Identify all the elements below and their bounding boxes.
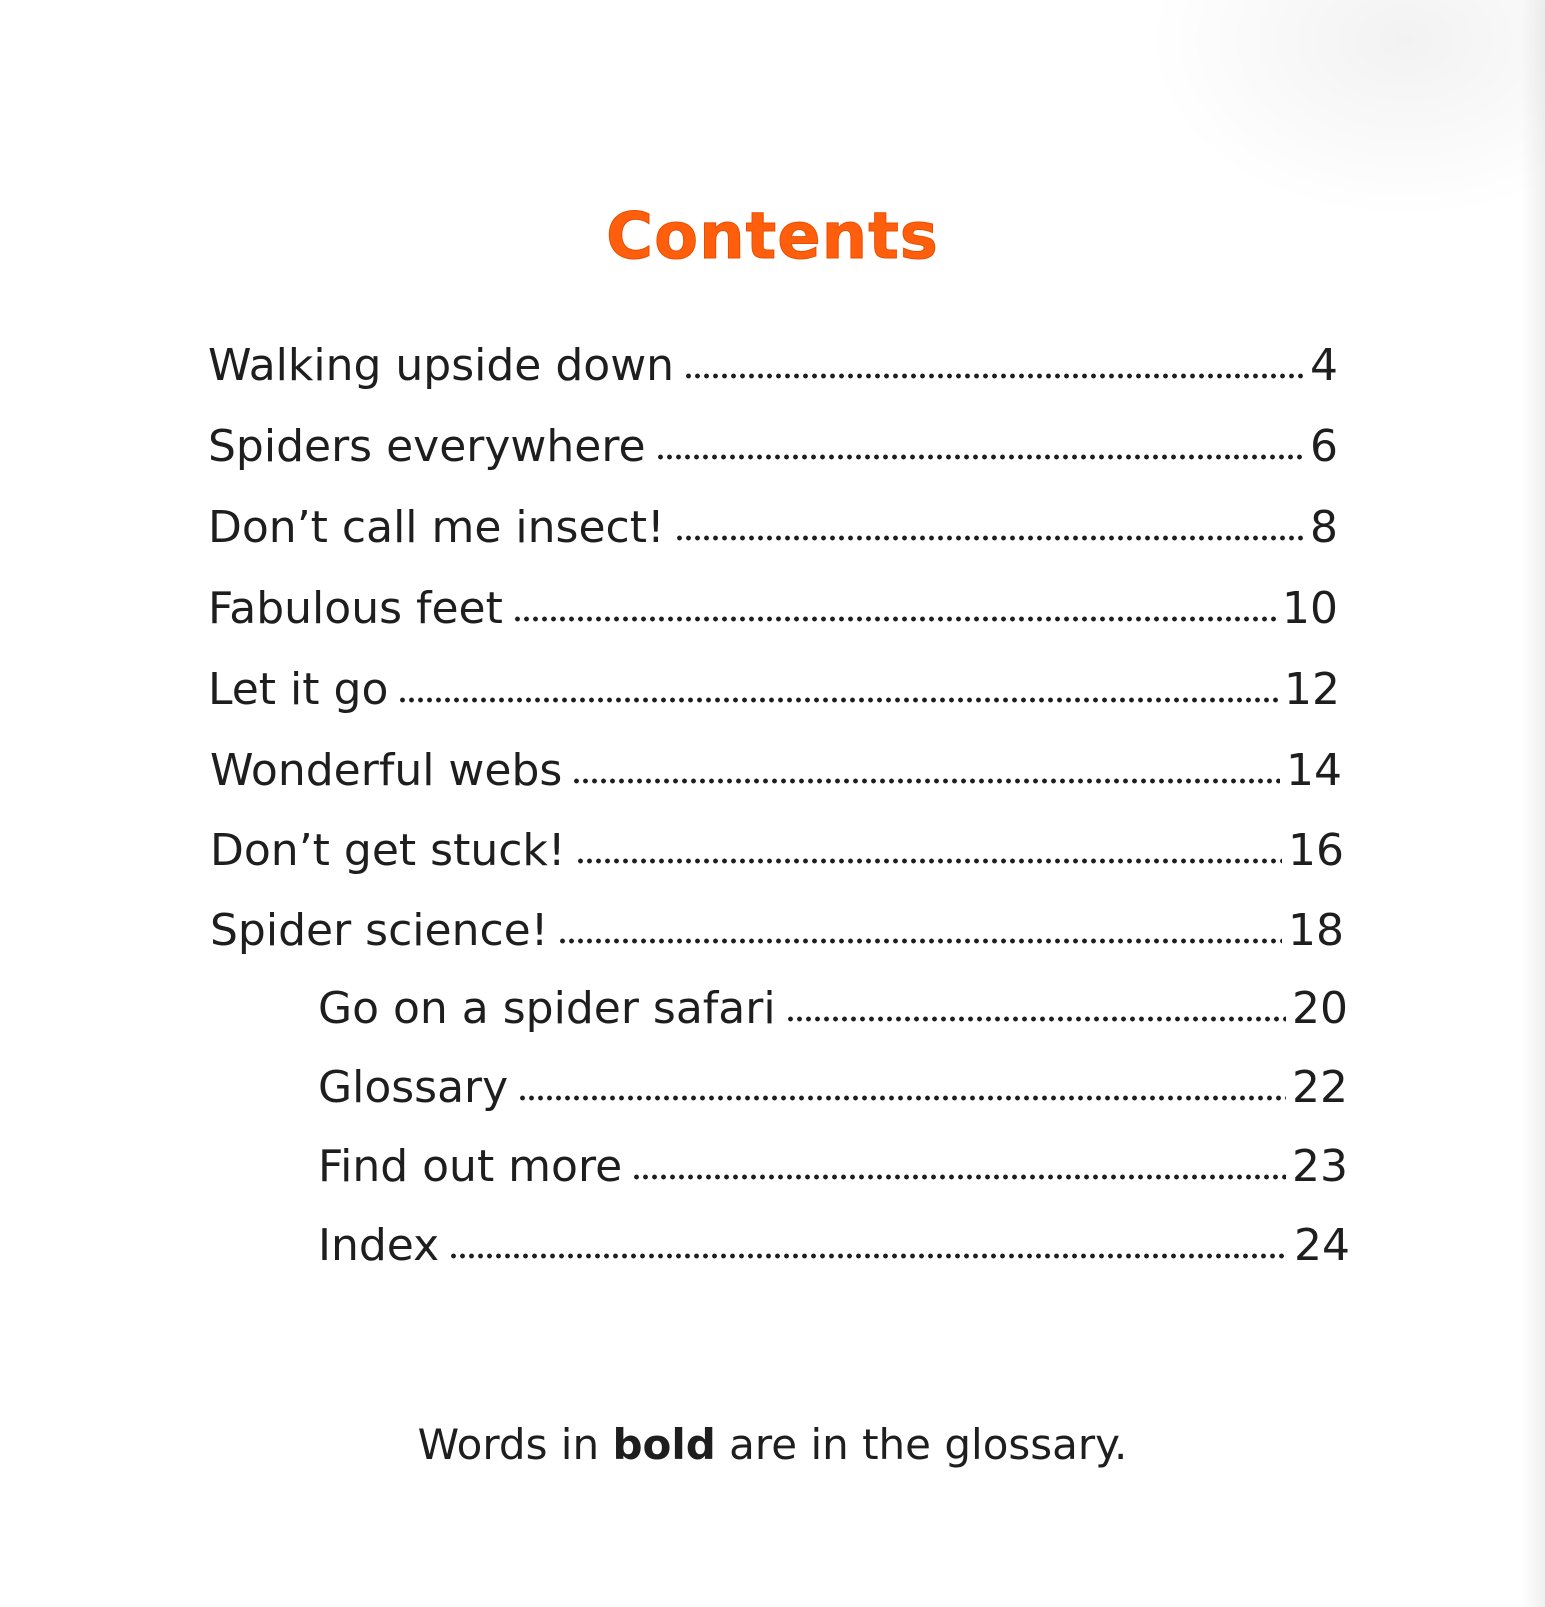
toc-entry[interactable] xyxy=(208,502,1338,553)
toc-entry-page: 6 xyxy=(1310,421,1338,472)
dot-leader xyxy=(675,532,1304,542)
dot-leader xyxy=(684,370,1304,380)
toc-entry[interactable] xyxy=(208,421,1338,472)
toc-entry[interactable] xyxy=(210,825,1344,876)
toc-entry-label: Fabulous feet xyxy=(208,583,503,634)
toc-entry[interactable] xyxy=(210,905,1344,956)
contents-title: Contents xyxy=(606,200,939,274)
toc-entry-label: Walking upside down xyxy=(208,340,675,391)
toc-entry-page: 23 xyxy=(1292,1141,1348,1192)
dot-leader xyxy=(398,694,1278,704)
dot-leader xyxy=(518,1092,1286,1102)
toc-entry-label: Spider science! xyxy=(210,905,549,956)
toc-entry-label: Don’t get stuck! xyxy=(210,825,566,876)
glossary-note-bold: bold xyxy=(612,1420,716,1469)
toc-entry-label: Go on a spider safari xyxy=(318,983,776,1034)
dot-leader xyxy=(656,451,1304,461)
toc-entry[interactable] xyxy=(208,340,1338,391)
dot-leader xyxy=(558,935,1282,945)
toc-entry-label: Don’t call me insect! xyxy=(208,502,665,553)
toc-entry-page: 14 xyxy=(1286,745,1342,796)
toc-entry-label: Let it go xyxy=(208,664,389,715)
dot-leader xyxy=(576,855,1282,865)
toc-entry-label: Glossary xyxy=(318,1062,509,1113)
toc-entry-page: 10 xyxy=(1282,583,1338,634)
toc-entry[interactable] xyxy=(210,745,1342,796)
glossary-note-before: Words in xyxy=(417,1420,613,1469)
glossary-note xyxy=(0,1420,1545,1469)
toc-entry-label: Spiders everywhere xyxy=(208,421,646,472)
toc-entry[interactable] xyxy=(318,1062,1348,1113)
dot-leader xyxy=(632,1171,1286,1181)
dot-leader xyxy=(449,1250,1288,1260)
toc-entry-page: 8 xyxy=(1310,502,1338,553)
toc-entry-page: 16 xyxy=(1288,825,1344,876)
dot-leader xyxy=(513,613,1276,623)
toc-entry-page: 12 xyxy=(1284,664,1340,715)
toc-entry-page: 20 xyxy=(1292,983,1348,1034)
toc-entry[interactable] xyxy=(208,583,1338,634)
toc-entry-page: 24 xyxy=(1294,1220,1350,1271)
toc-entry-label: Wonderful webs xyxy=(210,745,563,796)
toc-entry-label: Index xyxy=(318,1220,440,1271)
toc-entry[interactable] xyxy=(318,983,1348,1034)
dot-leader xyxy=(786,1013,1286,1023)
toc-entry-page: 4 xyxy=(1310,340,1338,391)
toc-entry[interactable] xyxy=(318,1220,1350,1271)
toc-entry-page: 18 xyxy=(1288,905,1344,956)
toc-entry[interactable] xyxy=(318,1141,1348,1192)
toc-entry[interactable] xyxy=(208,664,1340,715)
glossary-note-after: are in the glossary. xyxy=(715,1420,1128,1469)
dot-leader xyxy=(572,775,1280,785)
toc-entry-page: 22 xyxy=(1292,1062,1348,1113)
toc-entry-label: Find out more xyxy=(318,1141,623,1192)
